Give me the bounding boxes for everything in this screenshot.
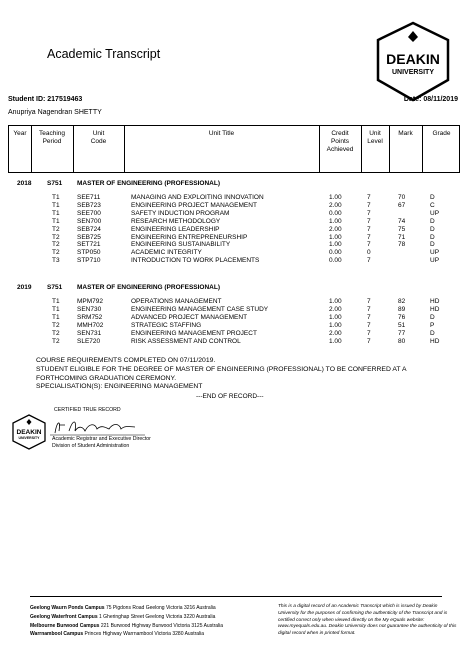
unit-level: 7	[367, 217, 371, 225]
unit-period: T2	[52, 321, 60, 329]
unit-title: ENGINEERING LEADERSHIP	[131, 225, 220, 233]
unit-credit: 1.00	[329, 233, 342, 241]
unit-code: SEE711	[77, 194, 101, 201]
unit-code: SRM752	[77, 313, 103, 321]
course-code: S751	[47, 284, 63, 291]
unit-level: 7	[367, 305, 371, 313]
unit-mark: 76	[398, 313, 406, 321]
unit-credit: 1.00	[329, 321, 342, 329]
unit-title: ENGINEERING SUSTAINABILITY	[131, 241, 231, 249]
unit-period: T1	[52, 305, 60, 313]
unit-level: 7	[367, 298, 371, 305]
unit-code: SEB723	[77, 201, 101, 209]
remark-line: COURSE REQUIREMENTS COMPLETED ON 07/11/2019.	[36, 357, 216, 364]
student-name: Anupriya Nagendran SHETTY	[8, 109, 102, 116]
unit-level: 7	[367, 194, 371, 201]
unit-code: SLE720	[77, 337, 101, 345]
unit-level: 7	[367, 209, 371, 217]
end-of-record: ---END OF RECORD---	[196, 393, 264, 400]
unit-credit: 1.00	[329, 337, 342, 345]
unit-grade: D	[430, 225, 435, 233]
unit-level: 7	[367, 241, 371, 249]
year-heading: 2018	[17, 180, 32, 187]
header-level: Unit Level	[367, 130, 383, 145]
header-period: Teaching Period	[38, 130, 66, 145]
unit-code: SEE700	[77, 209, 101, 217]
unit-grade: D	[430, 233, 435, 241]
unit-code: SEN731	[77, 329, 102, 337]
unit-credit: 0.00	[329, 257, 342, 265]
document-title: Academic Transcript	[47, 47, 161, 61]
header-grade: Grade	[432, 130, 451, 137]
unit-level: 7	[367, 257, 371, 265]
unit-level: 7	[367, 233, 371, 241]
student-id: Student ID: 217519463	[8, 96, 83, 103]
unit-mark: 51	[398, 321, 406, 329]
unit-grade: D	[430, 241, 435, 249]
campus-list	[30, 604, 270, 639]
unit-code: SEB724	[77, 225, 101, 233]
unit-credit: 0.00	[329, 209, 342, 217]
unit-credit: 2.00	[329, 305, 342, 313]
unit-code: MMH702	[77, 321, 104, 329]
campus-item: Geelong Waurn Ponds Campus 75 Pigdons Road Geelong Victoria 3216 Australia	[30, 605, 216, 611]
remark-line: STUDENT ELIGIBLE FOR THE DEGREE OF MASTER OF ENGINEERING (PROFESSIONAL) TO BE CONFERRED AT A	[36, 365, 407, 373]
unit-period: T1	[52, 194, 60, 201]
unit-code: STP050	[77, 249, 101, 257]
header-unit-code: Unit Code	[90, 130, 107, 145]
remarks	[36, 357, 456, 392]
unit-level: 7	[367, 313, 371, 321]
year-heading: 2019	[17, 284, 32, 291]
unit-grade: HD	[430, 305, 440, 313]
unit-title: ENGINEERING PROJECT MANAGEMENT	[131, 201, 257, 209]
table-header	[8, 125, 460, 173]
unit-grade: P	[430, 321, 435, 329]
campus-item: Melbourne Burwood Campus 221 Burwood Highway Burwood Victoria 3125 Australia	[30, 622, 224, 629]
unit-period: T2	[52, 241, 60, 249]
unit-period: T2	[52, 233, 60, 241]
unit-title: ENGINEERING MANAGEMENT CASE STUDY	[131, 305, 269, 313]
header-year: Year	[13, 130, 27, 137]
unit-mark: 89	[398, 305, 406, 313]
seal-line1: DEAKIN	[16, 429, 42, 436]
unit-title: ACADEMIC INTEGRITY	[131, 249, 202, 257]
deakin-seal	[9, 413, 49, 451]
unit-grade: HD	[430, 337, 440, 345]
unit-credit: 2.00	[329, 329, 342, 337]
unit-title: INTRODUCTION TO WORK PLACEMENTS	[131, 257, 260, 265]
course-code: S751	[47, 180, 63, 187]
digital-notice: This is a digital record of an Academic Transcript which is issued by Deakin University for the purposes of confirming the authenticity of the Transcript and is certified correct only when viewed directly on the My eQuals website: www.myequals.edu.au. Deakin University does not guarantee the authenticity of this digital record when in printed format.	[278, 604, 457, 637]
unit-credit: 2.00	[329, 225, 342, 233]
campus-item: Warrnambool Campus Princes Highway Warrnambool Victoria 3280 Australia	[30, 631, 205, 638]
unit-title: ENGINEERING ENTREPRENEURSHIP	[131, 233, 248, 241]
unit-title: OPERATIONS MANAGEMENT	[131, 298, 222, 305]
unit-level: 0	[367, 249, 371, 257]
unit-title: MANAGING AND EXPLOITING INNOVATION	[131, 194, 264, 201]
unit-period: T1	[52, 313, 60, 321]
unit-mark: 75	[398, 225, 406, 233]
unit-period: T1	[52, 209, 60, 217]
unit-period: T1	[52, 217, 60, 225]
unit-level: 7	[367, 201, 371, 209]
unit-code: SEB725	[77, 233, 101, 241]
unit-code: STP710	[77, 257, 101, 265]
unit-grade: UP	[430, 257, 440, 265]
header-credit: Credit Points Achieved	[326, 130, 354, 153]
unit-period: T2	[52, 337, 60, 345]
unit-level: 7	[367, 329, 371, 337]
unit-mark: 78	[398, 241, 406, 249]
unit-level: 7	[367, 337, 371, 345]
unit-code: MPM792	[77, 298, 104, 305]
unit-code: SEN730	[77, 305, 102, 313]
unit-mark: 82	[398, 298, 406, 305]
unit-level: 7	[367, 321, 371, 329]
certified-label: CERTIFIED TRUE RECORD	[54, 407, 121, 413]
unit-credit: 1.00	[329, 298, 342, 305]
remark-line: FORTHCOMING GRADUATION CEREMONY.	[36, 374, 177, 382]
header-unit-title: Unit Title	[208, 130, 235, 137]
unit-period: T2	[52, 249, 60, 257]
unit-credit: 0.00	[329, 249, 342, 257]
campus-item: Geelong Waterfront Campus 1 Gheringhap Street Geelong Victoria 3220 Australia	[30, 613, 216, 620]
unit-grade: D	[430, 313, 435, 321]
unit-title: RESEARCH METHODOLOGY	[131, 217, 221, 225]
unit-mark: 67	[398, 201, 406, 209]
unit-title: ENGINEERING MANAGEMENT PROJECT	[131, 329, 257, 337]
course-name: MASTER OF ENGINEERING (PROFESSIONAL)	[77, 284, 221, 291]
unit-mark: 77	[398, 329, 406, 337]
footer-divider	[30, 596, 442, 597]
remark-line: SPECIALISATION(S): ENGINEERING MANAGEMENT	[36, 383, 203, 391]
unit-period: T1	[52, 201, 60, 209]
unit-credit: 1.00	[329, 217, 342, 225]
unit-title: STRATEGIC STAFFING	[131, 321, 202, 329]
signatory: Academic Registrar and Executive Director Division of Student Administration	[52, 436, 151, 449]
unit-mark: 74	[398, 217, 406, 225]
unit-credit: 2.00	[329, 201, 342, 209]
unit-grade: D	[430, 329, 435, 337]
logo-line1: DEAKIN	[386, 51, 440, 67]
unit-grade: UP	[430, 209, 440, 217]
seal-line2: UNIVERSITY	[18, 436, 40, 440]
unit-mark: 80	[398, 337, 406, 345]
unit-title: SAFETY INDUCTION PROGRAM	[131, 209, 230, 217]
document-date: Date: 08/11/2019	[403, 96, 458, 103]
unit-title: ADVANCED PROJECT MANAGEMENT	[131, 313, 248, 321]
course-name: MASTER OF ENGINEERING (PROFESSIONAL)	[77, 180, 221, 187]
unit-period: T2	[52, 329, 60, 337]
unit-code: SET721	[77, 241, 101, 249]
unit-mark: 70	[398, 194, 406, 201]
unit-credit: 1.00	[329, 313, 342, 321]
unit-code: SEN700	[77, 217, 102, 225]
unit-mark: 71	[398, 233, 406, 241]
unit-grade: D	[430, 217, 435, 225]
unit-grade: C	[430, 201, 435, 209]
logo-line2: UNIVERSITY	[391, 69, 435, 76]
unit-credit: 1.00	[329, 194, 342, 201]
header-mark: Mark	[398, 130, 413, 137]
unit-level: 7	[367, 225, 371, 233]
unit-grade: HD	[430, 298, 440, 305]
unit-period: T2	[52, 225, 60, 233]
unit-grade: D	[430, 194, 435, 201]
unit-period: T3	[52, 257, 60, 265]
unit-credit: 1.00	[329, 241, 342, 249]
unit-grade: UP	[430, 249, 440, 257]
deakin-logo	[368, 20, 458, 104]
unit-period: T1	[52, 298, 60, 305]
unit-title: RISK ASSESSMENT AND CONTROL	[131, 337, 241, 345]
